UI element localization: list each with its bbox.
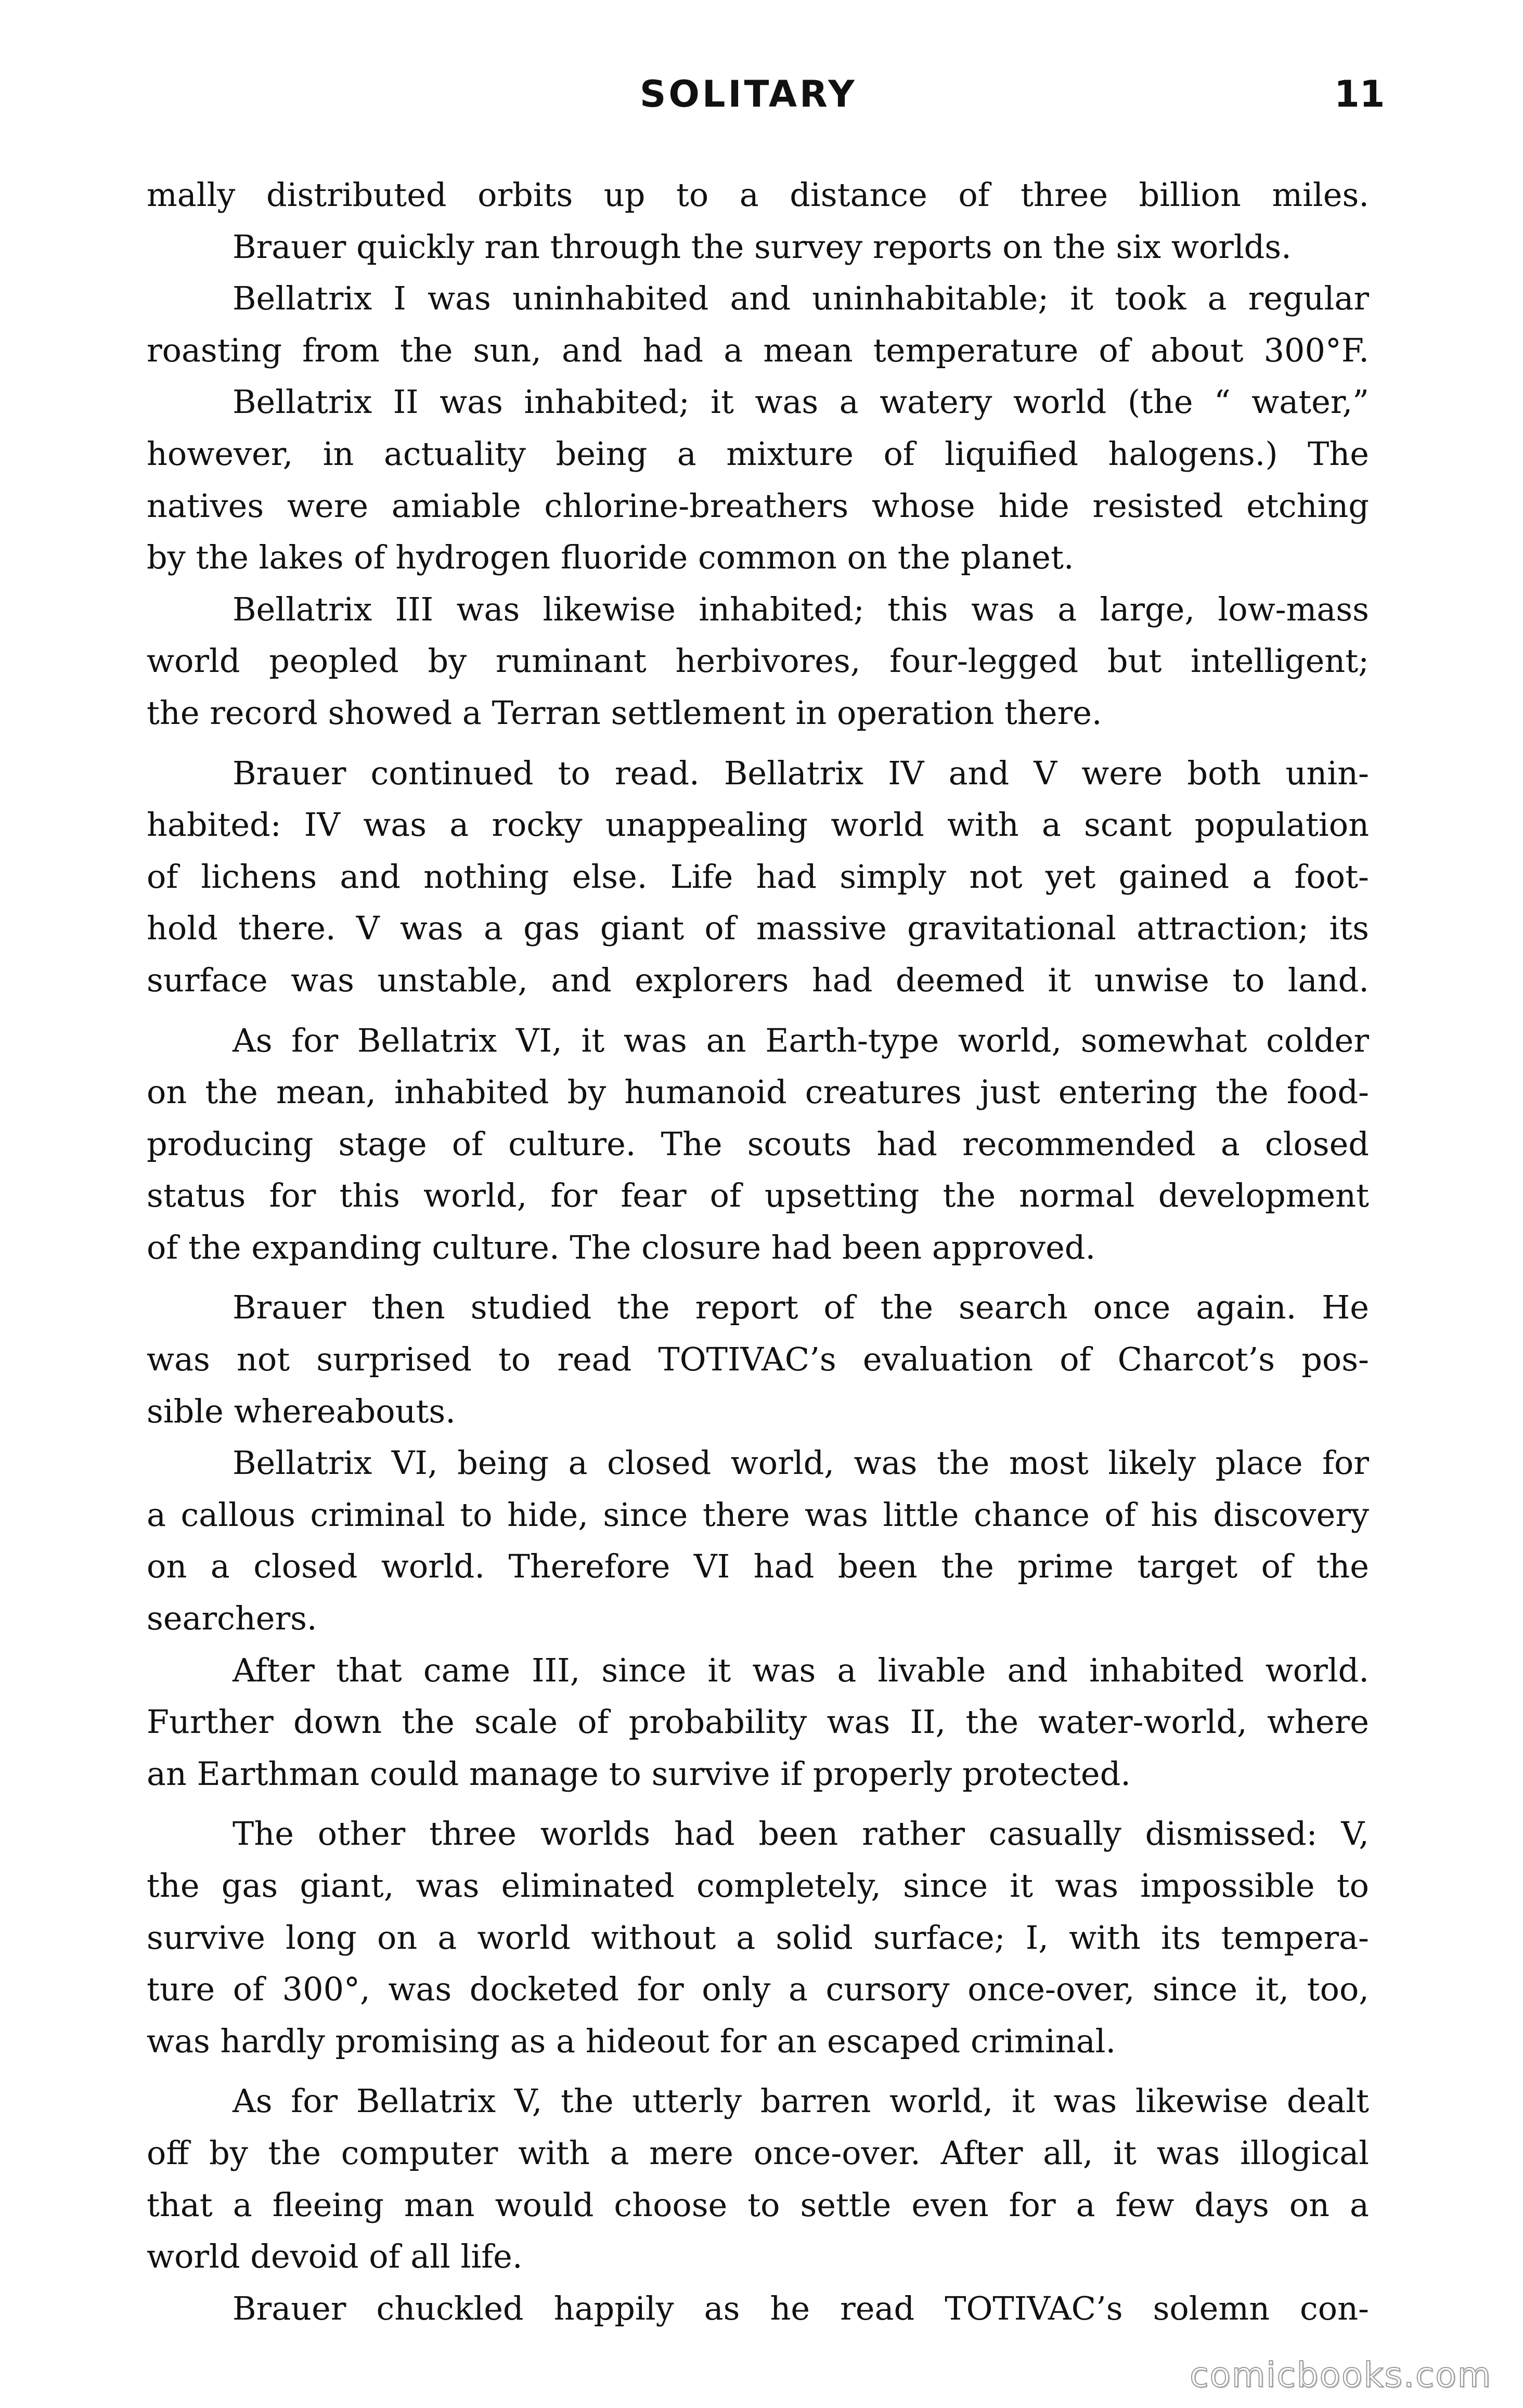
text-line: After that came III, since it was a livable and inhabited world. xyxy=(233,1651,1369,1689)
text-line: by the lakes of hydrogen fluoride common on the planet. xyxy=(147,538,1074,577)
text-line: an Earthman could manage to survive if properly protected. xyxy=(147,1754,1131,1793)
text-line: natives were amiable chlorine-breathers whose hide resisted etching xyxy=(147,486,1369,525)
text-line: habited: IV was a rocky unappealing world with a scant population xyxy=(147,806,1369,844)
chapter-title: SOLITARY xyxy=(640,73,857,115)
text-line: As for Bellatrix VI, it was an Earth-type world, somewhat colder xyxy=(233,1021,1369,1059)
text-line: Brauer continued to read. Bellatrix IV and V were both unin- xyxy=(233,754,1369,792)
text-line: world peopled by ruminant herbivores, four-legged but intelligent; xyxy=(147,642,1369,680)
text-line: status for this world, for fear of upsetting the normal development xyxy=(147,1176,1369,1215)
text-line: surface was unstable, and explorers had deemed it unwise to land. xyxy=(147,961,1369,999)
text-line: producing stage of culture. The scouts had recommended a closed xyxy=(147,1124,1369,1163)
text-line: off by the computer with a mere once-over. After all, it was illogical xyxy=(147,2133,1369,2172)
text-line: ture of 300°, was docketed for only a cursory once-over, since it, too, xyxy=(147,1970,1369,2009)
text-line: world devoid of all life. xyxy=(147,2237,523,2276)
text-line: sible whereabouts. xyxy=(147,1392,456,1430)
text-line: Further down the scale of probability was II, the water-world, where xyxy=(147,1703,1369,1741)
text-line: Bellatrix VI, being a closed world, was the most likely place for xyxy=(233,1444,1369,1482)
text-line: the gas giant, was eliminated completely, since it was impossible to xyxy=(147,1867,1369,1905)
text-line: Bellatrix II was inhabited; it was a watery world (the “ water,” xyxy=(233,383,1369,421)
text-line: roasting from the sun, and had a mean temperature of about 300°F. xyxy=(147,331,1369,369)
text-line: a callous criminal to hide, since there was little chance of his discovery xyxy=(147,1495,1369,1534)
text-line: of the expanding culture. The closure had been approved. xyxy=(147,1228,1096,1266)
text-line: was not surprised to read TOTIVAC’s evaluation of Charcot’s pos- xyxy=(147,1340,1369,1379)
text-line: Brauer chuckled happily as he read TOTIVAC’s solemn con- xyxy=(233,2289,1369,2327)
text-line: mally distributed orbits up to a distance of three billion miles. xyxy=(147,176,1369,214)
text-line: of lichens and nothing else. Life had simply not yet gained a foot- xyxy=(147,857,1369,896)
running-head xyxy=(0,73,1523,130)
text-line: survive long on a world without a solid surface; I, with its tempera- xyxy=(147,1918,1369,1957)
text-line: that a fleeing man would choose to settle even for a few days on a xyxy=(147,2185,1369,2224)
text-line: was hardly promising as a hideout for an escaped criminal. xyxy=(147,2022,1116,2060)
text-line: however, in actuality being a mixture of liquified halogens.) The xyxy=(147,434,1369,473)
watermark: comicbooks.com xyxy=(1190,2355,1492,2395)
text-line: searchers. xyxy=(147,1599,317,1638)
text-line: The other three worlds had been rather casually dismissed: V, xyxy=(233,1815,1369,1853)
text-line: As for Bellatrix V, the utterly barren world, it was likewise dealt xyxy=(233,2082,1369,2120)
text-line: on a closed world. Therefore VI had been the prime target of the xyxy=(147,1547,1369,1586)
text-line: the record showed a Terran settlement in operation there. xyxy=(147,693,1102,732)
page-number: 11 xyxy=(1334,73,1385,115)
text-line: hold there. V was a gas giant of massive gravitational attraction; its xyxy=(147,909,1369,948)
text-line: Brauer quickly ran through the survey reports on the six worlds. xyxy=(233,227,1292,266)
text-line: Bellatrix I was uninhabited and uninhabitable; it took a regular xyxy=(233,279,1369,318)
text-line: on the mean, inhabited by humanoid creatures just entering the food- xyxy=(147,1073,1369,1111)
text-line: Bellatrix III was likewise inhabited; this was a large, low-mass xyxy=(233,590,1369,628)
body-text xyxy=(147,169,1369,2334)
text-line: Brauer then studied the report of the search once again. He xyxy=(233,1288,1369,1327)
